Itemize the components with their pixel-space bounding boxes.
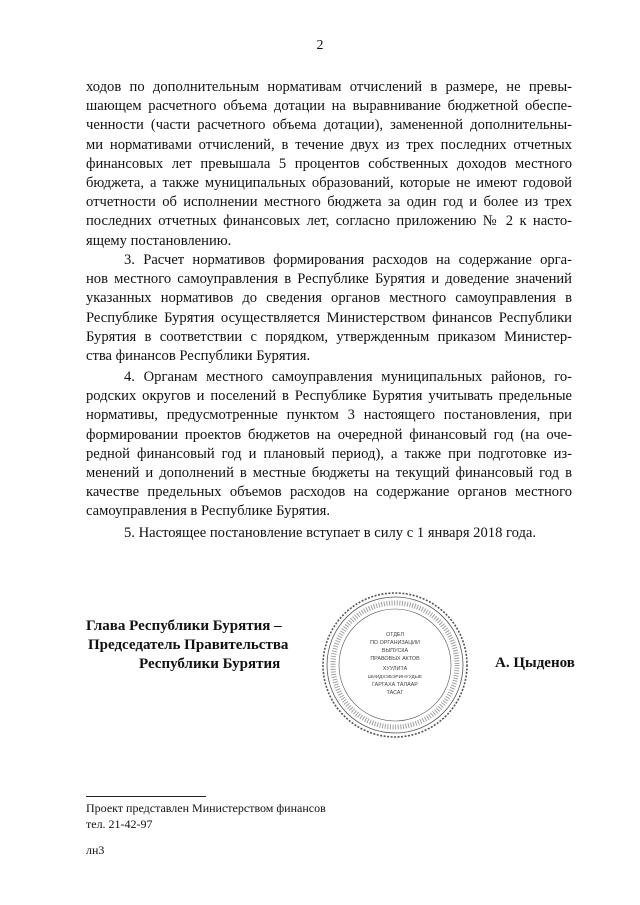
paragraph-4: [86, 368, 572, 522]
text-line: менений и дополнений в местные бюджеты на текущий финансовый год в: [86, 465, 572, 482]
seal-text-line: ГАРГАХА ТАЛААР: [372, 682, 418, 688]
seal-text-line: ШИИДХЭБЭРИНУУДЫЕ: [367, 675, 423, 680]
text-line: отчетности об исполнении местного бюджета за один год и более из трех: [86, 194, 572, 211]
text-line: 3. Расчет нормативов формирования расходов на содержание орга-: [124, 252, 572, 268]
text-line: ходов по дополнительным нормативам отчислений в размере, не превы-: [86, 79, 572, 95]
signer-title-line: Республики Бурятия: [139, 656, 281, 672]
footer: [86, 800, 326, 858]
signer-name: А. Цыденов: [495, 655, 575, 671]
seal-text-line: ХУУЛИТА: [382, 666, 408, 672]
seal-text-line: ПРАВОВЫХ АКТОВ: [370, 656, 420, 662]
seal-text-line: ТАСАГ: [386, 690, 404, 696]
text-line: финансовых лет превышала 5 процентов собственных доходов местного: [86, 155, 572, 172]
footer-code: лн3: [86, 843, 105, 857]
text-line: ства финансов Республики Бурятия.: [86, 348, 311, 365]
text-line: самоуправления в Республике Бурятия.: [86, 503, 331, 520]
signer-title-line: Глава Республики Бурятия –: [86, 618, 282, 634]
paragraph-5: [86, 524, 572, 543]
paragraph-continuation: [86, 78, 572, 251]
text-line: качестве предельных объемов расходов на содержание органов местного: [86, 484, 572, 501]
text-line: указанных нормативов до сведения органов местного самоуправления в: [86, 290, 572, 307]
text-line: редной финансовый год и плановый период), а также при подготовке из-: [86, 445, 572, 462]
footer-phone: тел. 21-42-97: [86, 817, 153, 831]
seal-text-line: ПО ОРГАНИЗАЦИИ: [370, 640, 420, 646]
signer-title-line: Председатель Правительства: [88, 637, 289, 653]
text-line: последних отчетных финансовых лет, согласно приложению № 2 к насто-: [86, 213, 572, 230]
text-line: 5. Настоящее постановление вступает в силу с 1 января 2018 года.: [124, 525, 537, 541]
footer-project: Проект представлен Министерством финансов: [86, 801, 326, 815]
seal-text-line: ВЫПУСКА: [381, 648, 409, 654]
text-line: нормативы, предусмотренные пунктом 3 настоящего постановления, при: [86, 407, 572, 424]
text-line: Бурятия в соответствии с порядком, утвержденным приказом Министер-: [86, 328, 572, 345]
text-line: Республике Бурятия осуществляется Министерством финансов Республики: [86, 309, 572, 326]
official-seal: [320, 590, 470, 740]
text-line: 4. Органам местного самоуправления муниципальных районов, го-: [124, 369, 572, 385]
text-line: ченности (части расчетного объема дотации), замененной дополнительны-: [86, 117, 572, 134]
text-line: ящему постановлению.: [86, 232, 232, 249]
text-line: нов местного самоуправления в Республике Бурятия и доведение значений: [86, 271, 572, 288]
text-line: формировании проектов бюджетов на очередной финансовый год (на оче-: [86, 426, 572, 443]
seal-text-line: ОТДЕЛ: [385, 632, 405, 638]
text-line: шающем расчетного объема дотации на выравнивание бюджетной обеспе-: [86, 98, 572, 115]
footer-divider: [86, 796, 206, 797]
page-number: 2: [316, 38, 324, 53]
signer-title: [86, 617, 288, 674]
text-line: бюджета, а также муниципальных образований, которые не имеют годовой: [86, 175, 572, 192]
text-line: родских округов и поселений в Республике Бурятия учитывать предельные: [86, 388, 572, 405]
text-line: ми нормативами отчислений, в течение двух из трех последних отчетных: [86, 136, 572, 153]
paragraph-3: [86, 251, 572, 366]
